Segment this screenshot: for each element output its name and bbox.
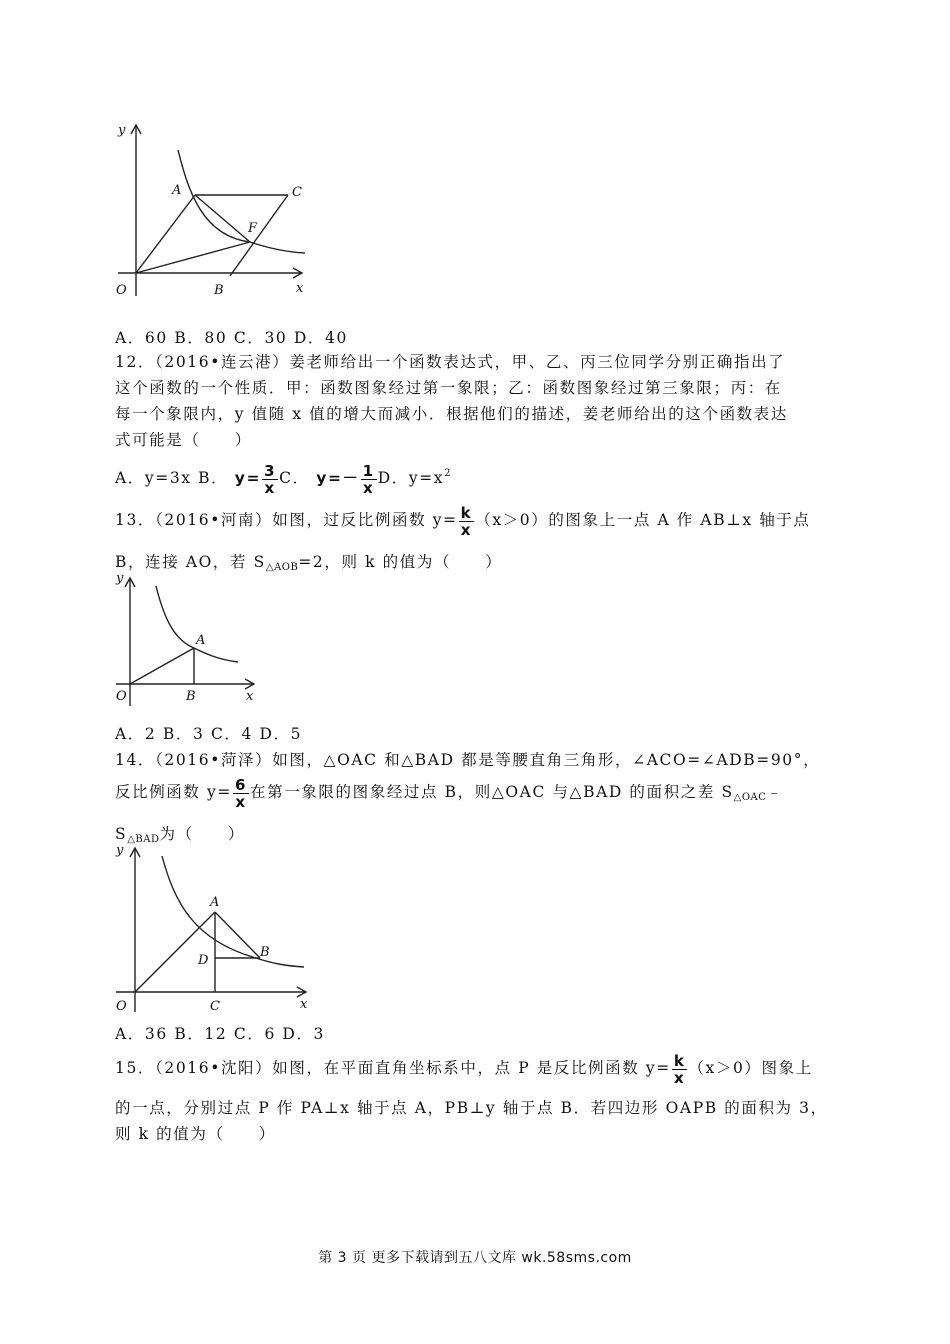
label-b: B [186, 689, 196, 704]
label-y: y [118, 123, 126, 138]
page-footer: 第 3 页 更多下载请到五八文库 wk.58sms.com [318, 1250, 632, 1266]
label-o: O [116, 689, 127, 704]
q13-line2-sub: △AOB [265, 562, 299, 573]
label-b: B [260, 945, 270, 960]
label-o: O [116, 283, 127, 298]
q14-frac-den: x [235, 792, 247, 811]
q13-options: A．2 B．3 C．4 D．5 [115, 725, 303, 743]
q14-line2 [115, 774, 784, 816]
q14-line2-end: ﹣ [766, 783, 784, 801]
label-a: A [210, 895, 220, 910]
q15-line2: 的一点，分别过点 P 作 PA⊥x 轴于点 A，PB⊥y 轴于点 B．若四边形 OAPB 的面积为 3， [115, 1099, 828, 1117]
q15-fraction [672, 1053, 688, 1086]
q14-line1: 14．（2016•菏泽）如图，△OAC 和△BAD 都是等腰直角三角形，∠ACO=∠ADB=90°， [115, 751, 821, 769]
q12-opt-c-prefix: y=－ [316, 469, 360, 487]
label-x: x [296, 281, 304, 296]
q13-line2-post: =2，则 k 的值为（ ） [298, 553, 503, 571]
segment-af [195, 195, 250, 242]
q12-line2: 这个函数的一个性质．甲：函数图象经过第一象限；乙：函数图象经过第三象限；丙：在 [115, 379, 782, 397]
q13-line1 [115, 502, 811, 538]
q12-line1: 12．（2016•连云港）姜老师给出一个函数表达式，甲、乙、丙三位同学分别正确指出了 [115, 353, 786, 371]
hyperbola-curve [178, 150, 305, 253]
hyperbola-curve [156, 586, 238, 662]
q11-options: A．60 B．80 C．30 D．40 [115, 329, 348, 347]
q14-line2-post: 在第一象限的图象经过点 B，则△OAC 与△BAD 的面积之差 S [250, 783, 734, 801]
q12-opt-c: C． [279, 469, 310, 487]
q15-line3: 则 k 的值为（ ） [115, 1125, 276, 1143]
q14-line3-post: 为（ ） [159, 825, 246, 843]
label-y: y [116, 571, 124, 586]
hyperbola-curve [162, 856, 304, 967]
q14-options: A．36 B．12 C．6 D．3 [115, 1025, 326, 1043]
q15-frac-den: x [673, 1068, 686, 1087]
q15-frac-num: k [673, 1051, 686, 1070]
segment-cb [230, 195, 288, 276]
label-a: A [172, 183, 182, 198]
q12-opt-b-den: x [264, 478, 276, 497]
q15-line1-pre: 15．（2016•沈阳）如图，在平面直角坐标系中，点 P 是反比例函数 y= [115, 1059, 671, 1077]
q12-opt-d-sup: 2 [444, 468, 453, 479]
q14-line2-pre: 反比例函数 y= [115, 783, 232, 801]
label-o: O [116, 999, 127, 1014]
label-y: y [116, 843, 124, 858]
label-x: x [300, 997, 308, 1012]
q12-opt-d: D．y=x [377, 469, 445, 487]
label-c: C [210, 999, 220, 1014]
q13-line1-pre: 13．（2016•河南）如图，过反比例函数 y= [115, 511, 458, 529]
q15-line1-post: （x＞0）图象上 [688, 1059, 813, 1077]
segment-oa [136, 195, 195, 273]
q13-fraction [459, 505, 475, 538]
q14-line3-pre: S [115, 825, 128, 843]
segment-oa [135, 912, 215, 992]
q12-options [115, 456, 452, 496]
q12-opt-c-num: 1 [362, 461, 375, 480]
q13-frac-den: x [460, 520, 473, 539]
q12-opt-c-fraction [361, 463, 377, 496]
label-c: C [292, 185, 302, 200]
label-x: x [246, 689, 254, 704]
q12-opt-b-num: 3 [264, 461, 277, 480]
figure-q11 [110, 118, 310, 298]
q13-frac-num: k [460, 503, 473, 522]
q14-line3-sub: △BAD [127, 834, 160, 845]
figure-q13 [110, 568, 260, 708]
label-b: B [214, 283, 224, 298]
segment-oa [130, 648, 194, 684]
q12-line3: 每一个象限内，y 值随 x 值的增大而减小．根据他们的描述，姜老师给出的这个函数表达 [115, 405, 788, 423]
q14-line2-sub: △OAC [733, 792, 767, 803]
segment-of [136, 242, 250, 273]
q13-line2-pre: B，连接 AO，若 S [115, 553, 266, 571]
label-a: A [196, 633, 206, 648]
label-d: D [198, 953, 209, 968]
q12-opt-a: A．y=3x B． [115, 469, 229, 487]
q14-fraction [233, 777, 249, 810]
q12-opt-b-fraction [262, 463, 278, 496]
q15-line1 [115, 1050, 813, 1086]
q12-opt-b-prefix: y= [234, 469, 262, 487]
q14-frac-num: 6 [234, 775, 248, 794]
figure-q14 [110, 840, 310, 1015]
q13-line1-post: （x＞0）的图象上一点 A 作 AB⊥x 轴于点 [475, 511, 811, 529]
label-f: F [248, 221, 258, 236]
q12-opt-c-den: x [363, 478, 375, 497]
q12-line4: 式可能是（ ） [115, 431, 252, 449]
